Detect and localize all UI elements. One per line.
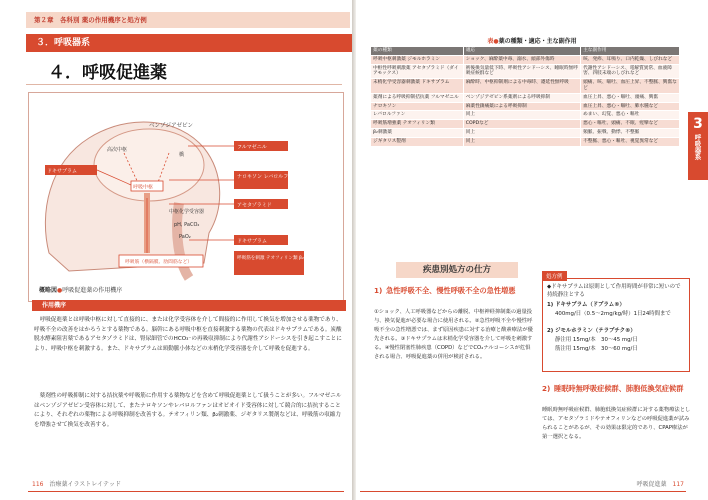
prescription-box: [542, 274, 690, 372]
cell-drug: 呼吸中枢刺激薬 ジモルホラミン: [371, 55, 464, 64]
cell-side-effect: 頻脈、振戦、動悸、不整脈: [581, 128, 680, 137]
figure-caption-text: 呼吸促進薬の作用機序: [62, 287, 123, 294]
figure-caption: 概略図●呼吸促進薬の作用機序: [39, 287, 123, 294]
table-header: 適応: [463, 47, 580, 56]
table-row: [371, 102, 680, 111]
side-tab-number: 3: [693, 116, 703, 132]
section-1-title: 急性呼吸不全、慢性呼吸不全の急性増悪: [386, 286, 516, 295]
cell-side-effect: 頭痛、咳、嘔吐、血圧上昇、不整脈、興奮など: [581, 79, 680, 94]
page-number-left: 116: [32, 481, 44, 488]
rx-line: 400mg/日（0.5〜2mg/kg/時）1日24時間まで: [555, 311, 671, 317]
table-row: [371, 64, 680, 79]
table-row: [371, 93, 680, 102]
page-number-right: 117: [672, 481, 684, 488]
label-resp-center: 呼吸中枢: [133, 184, 154, 191]
table-header: 主な副作用: [581, 47, 680, 56]
mechanism-figure: [28, 92, 344, 302]
cell-indication: ショック、麻酔薬中毒、溺水、頭部外傷時: [463, 55, 580, 64]
cell-indication: 同上: [463, 111, 580, 120]
chapter-header: 第２章 各科別 薬の作用機序と処方例: [26, 12, 350, 28]
label-benzo: ベンゾジアゼピン: [149, 123, 193, 129]
table-row: [371, 120, 680, 129]
table-caption-prefix: 表●: [487, 38, 499, 45]
footer-label: 呼吸促進薬: [636, 481, 667, 488]
table-row: [371, 137, 680, 146]
cell-indication: 麻酔時、中枢抑制剤による中毒時、遷延性無呼吸: [463, 79, 580, 94]
section-bar: ３．呼吸器系: [26, 34, 352, 52]
cell-side-effect: 血圧上昇、悪心・嘔吐、肺水腫など: [581, 102, 680, 111]
section-1-text: ①ショック、人工呼吸器などからの離脱、中枢神経抑制薬の過量投与、換気促進が必要な場合に使用される。②急性呼吸不全や慢性呼吸不全の急性増悪では、まず原因疾患に対する治療と酸素療法が優先される。③ドキサプラムは末梢化学受容器を介して呼吸を刺激する。④慢性閉塞性肺疾患（COPD）などでCO₂ナルコーシスが危惧される場合、呼吸促進薬の併用が検討される。: [374, 309, 533, 360]
section-2-text: 睡眠時無呼吸症候群、肺胞低換気症候群に対する薬物療法としては、アセタゾラミドやテオフィリンなどの呼吸促進薬が試みられることがあるが、その効果は限定的であり、CPAP療法が第一選択となる。: [542, 407, 691, 440]
label-pons: 橋: [179, 152, 185, 158]
prescription-box-label: 処方例: [542, 271, 567, 281]
footer-rule: [360, 491, 686, 492]
label-bronch: 呼吸筋を刺激 テオフィリン類 β₂刺激薬、ジギタリス: [237, 256, 343, 261]
cell-indication: 同上: [463, 137, 580, 146]
footer-rule: [28, 491, 344, 492]
drug-table: [370, 46, 680, 147]
chapter-side-tab: [688, 112, 708, 180]
title-rule: [26, 84, 342, 85]
page-title: ４．呼吸促進薬: [48, 63, 167, 83]
label-pao2: PaO₂: [179, 234, 191, 240]
figure-illustration: [29, 93, 343, 283]
cell-drug: ジギタリス製剤: [371, 137, 464, 146]
table-header: 薬の種類: [371, 47, 464, 56]
mechanism-label: 作用機序: [32, 300, 346, 311]
cell-side-effect: 不整脈、悪心・嘔吐、視覚異常など: [581, 137, 680, 146]
cell-indication: COPDなど: [463, 120, 580, 129]
footer-left: [32, 479, 121, 488]
section-2-number: 2): [542, 384, 551, 393]
rx-line: 1) ドキサプラム（ドプラム®）: [547, 302, 625, 308]
table-caption-text: 薬の種類・適応・主な副作用: [498, 38, 577, 45]
label-doxapram: ドキサプラム: [237, 238, 267, 245]
box-bronch: [234, 251, 304, 275]
body-paragraph-1: 呼吸促進薬とは呼吸中枢に対して直接的に、または化学受容体を介して間接的に作用して換気を増加させる薬物であり、呼吸不全の改善をはかろうとする薬物である。脳幹にある呼吸中枢を直接刺激する薬物の代表はドキサプラムである。炭酸脱水酵素阻害薬であるアセタゾラミドは、腎尿細管でのHCO₃⁻の再吸収抑制により代謝性アシドーシスを引き起こすことにより、呼吸中枢を刺激する。また、ドキサプラムは頸動脈小体などの末梢化学受容器を介して呼吸を促進する。: [34, 317, 342, 352]
cell-drug: レバロルファン: [371, 111, 464, 120]
table-row: [371, 55, 680, 64]
right-page: [356, 0, 708, 500]
rx-line: 2) ジモルホラミン（テラプチク®）: [547, 328, 636, 334]
prescription-section-title: 疾患別処方の仕方: [396, 262, 518, 278]
label-acetazolamide: アセタゾラミド: [237, 202, 272, 209]
label-ph: pH, PaCO₂: [174, 222, 200, 228]
cell-drug: 薬剤による呼吸抑制拮抗薬 フルマゼニル: [371, 93, 464, 102]
rx-line: 筋注用 15mg/本 30〜60 mg/日: [555, 346, 638, 352]
table-caption: [356, 36, 708, 45]
left-page: [0, 0, 352, 500]
body-paragraph-2: 薬剤性の呼吸抑制に対する拮抗薬や呼吸筋に作用する薬物などを含めて呼吸促進薬として扱うことが多い。フルマゼニルはベンゾジアゼピン受容体に対して、またナロキソンやレバロルファンはオピオイド受容体に対して競合的に拮抗することにより、それぞれの薬物による呼吸抑制を改善する。テオフィリン類、β₂刺激薬、ジギタリス製剤などは、呼吸筋の収縮力を増強させて換気を改善する。: [34, 393, 342, 428]
label-naloxone: ナロキソン レバロルファン: [237, 174, 299, 180]
section-1-heading: [374, 286, 534, 296]
label-flumazenil: フルマゼニル: [237, 144, 267, 151]
rx-line: 静注用 15mg/本 30〜45 mg/日: [555, 337, 638, 343]
footer-right: [637, 479, 684, 488]
cell-side-effect: 悪心・嘔吐、頭痛、不眠、痙攣など: [581, 120, 680, 129]
rx-line: ◆ドキサプラムは原則として作用時間が非常に短いので持続静注とする: [547, 284, 681, 298]
cell-drug: ナロキソン: [371, 102, 464, 111]
label-higher: 高次中枢: [107, 147, 128, 153]
label-central-chemo: 中枢化学受容器: [169, 209, 205, 215]
cell-side-effect: 代謝性アシドーシス、電解質異常、血液障害、四肢末端のしびれなど: [581, 64, 680, 79]
cell-drug: 末梢化学受容器刺激薬 ドキサプラム: [371, 79, 464, 94]
table-row: [371, 128, 680, 137]
book-title: 治療薬イラストレイテッド: [49, 481, 121, 488]
cell-drug: 呼吸筋増強薬 テオフィリン類: [371, 120, 464, 129]
table-row: [371, 79, 680, 94]
section-1-number: 1): [374, 286, 383, 295]
cell-side-effect: 咳、発疹、耳鳴り、口内乾燥、しびれなど: [581, 55, 680, 64]
table-row: [371, 111, 680, 120]
label-dimorpholamine: ドキサプラム: [47, 168, 77, 175]
section-2-heading: [542, 384, 692, 394]
cell-indication: 術後換気量低下時、呼吸性アシドーシス、睡眠時無呼吸症候群など: [463, 64, 580, 79]
section-2-title: 睡眠時無呼吸症候群、肺胞低換気症候群: [554, 384, 684, 393]
figure-caption-prefix: 概略図: [39, 287, 58, 294]
cell-indication: ベンゾジアゼピン系薬剤による呼吸抑制: [463, 93, 580, 102]
cell-side-effect: めまい、幻覚、悪心・嘔吐: [581, 111, 680, 120]
cell-indication: 同上: [463, 128, 580, 137]
cell-indication: 麻薬性鎮痛薬による呼吸抑制: [463, 102, 580, 111]
side-tab-text: 呼吸器系: [693, 134, 702, 160]
cell-side-effect: 血圧上昇、悪心・嘔吐、頭痛、興奮: [581, 93, 680, 102]
label-muscle: 呼吸筋（横隔膜、肋間筋など）: [125, 260, 193, 265]
cell-drug: 中枢性呼吸刺激薬 アセタゾラミド（ダイアモックス）: [371, 64, 464, 79]
cell-drug: β₂刺激薬: [371, 128, 464, 137]
